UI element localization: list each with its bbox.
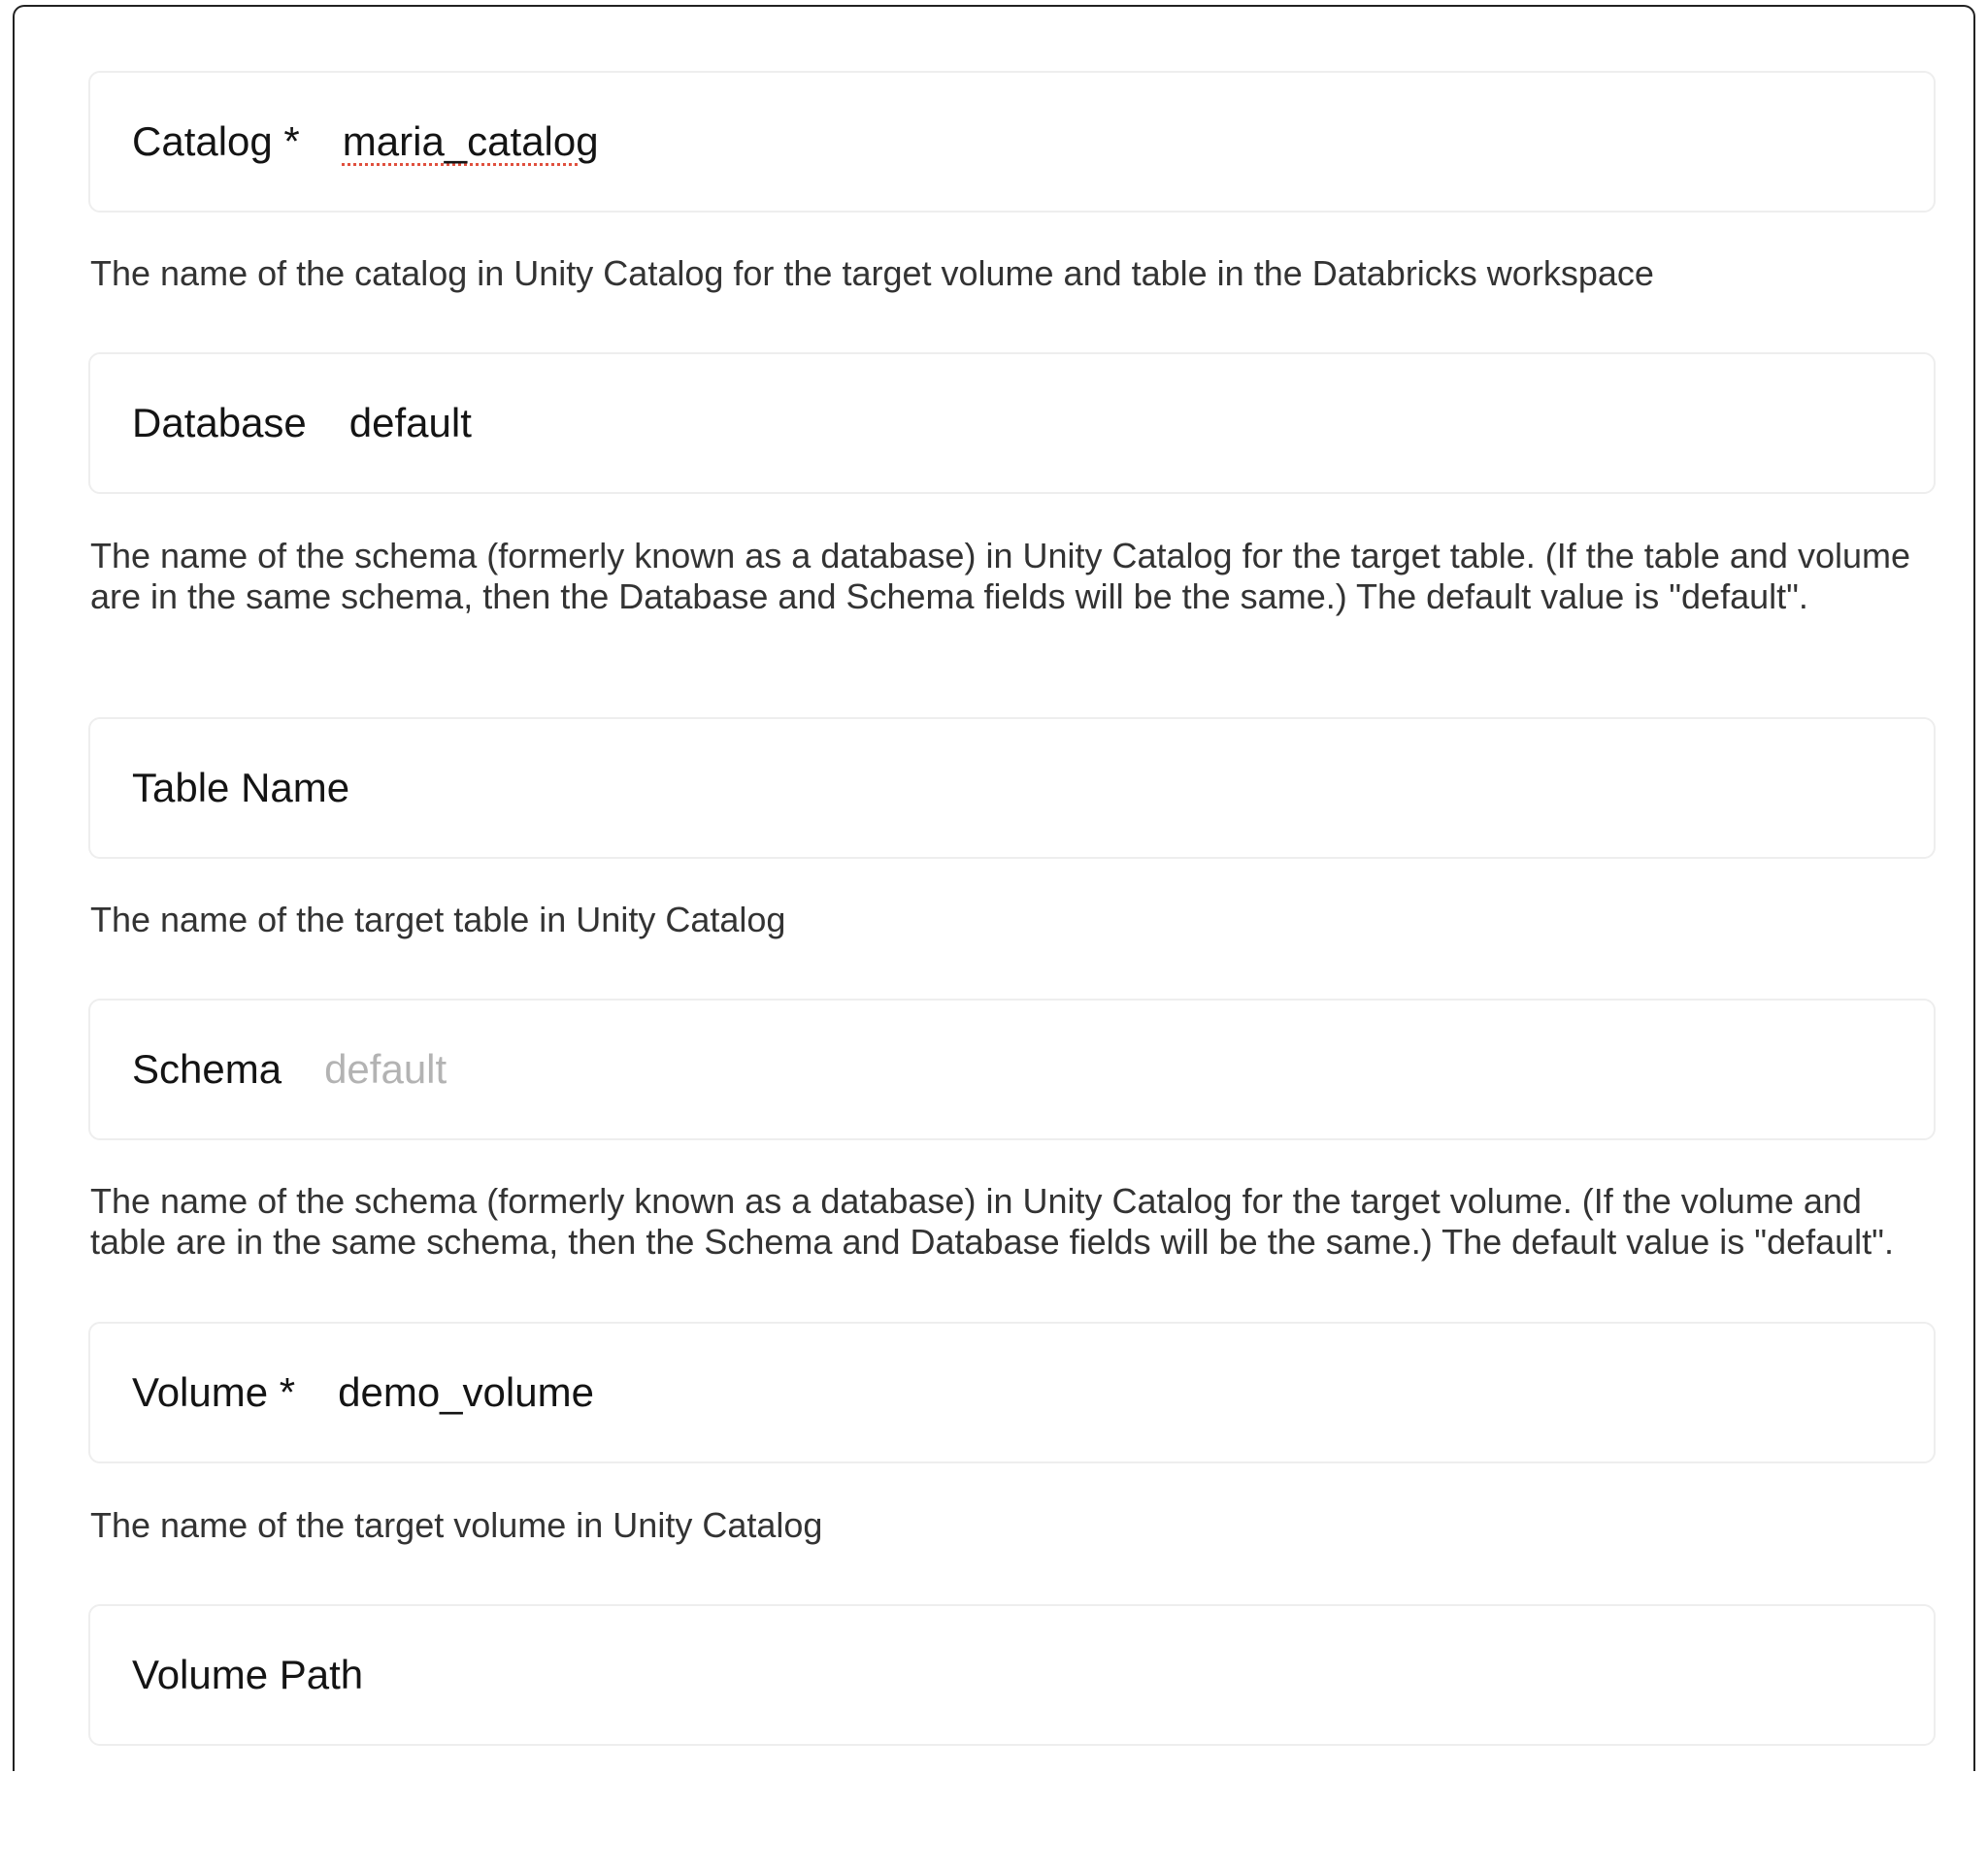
volume-input[interactable]: demo_volume bbox=[338, 1369, 594, 1415]
database-field[interactable] bbox=[88, 352, 1936, 494]
volume-label: Volume * bbox=[132, 1369, 296, 1415]
database-label: Database bbox=[132, 400, 307, 445]
catalog-label: Catalog * bbox=[132, 118, 300, 164]
database-input[interactable]: default bbox=[348, 400, 472, 445]
schema-label: Schema bbox=[132, 1046, 282, 1092]
volume-path-field[interactable] bbox=[88, 1604, 1936, 1746]
form-panel bbox=[13, 5, 1975, 1771]
table-name-description: The name of the target table in Unity Catalog bbox=[90, 900, 786, 939]
table-name-label: Table Name bbox=[132, 765, 350, 810]
catalog-field[interactable] bbox=[88, 71, 1936, 213]
schema-input[interactable]: default bbox=[324, 1046, 447, 1092]
volume-path-label: Volume Path bbox=[132, 1652, 364, 1697]
catalog-description: The name of the catalog in Unity Catalog for the target volume and table in the Databricks workspace bbox=[90, 253, 1654, 293]
catalog-input[interactable]: maria_catalog bbox=[342, 118, 599, 164]
table-name-field[interactable] bbox=[88, 717, 1936, 859]
database-description: The name of the schema (formerly known as a database) in Unity Catalog for the target table. (If the table and volume are in the same schema, then the Database and Schema fields will be the same.) The default value is "default". bbox=[90, 536, 1910, 616]
volume-field[interactable] bbox=[88, 1322, 1936, 1463]
schema-field[interactable] bbox=[88, 999, 1936, 1140]
schema-description: The name of the schema (formerly known as a database) in Unity Catalog for the target volume. (If the volume and table are in the same schema, then the Schema and Database fields will be the same.) The default value is "default". bbox=[90, 1181, 1894, 1262]
volume-description: The name of the target volume in Unity Catalog bbox=[90, 1505, 823, 1545]
